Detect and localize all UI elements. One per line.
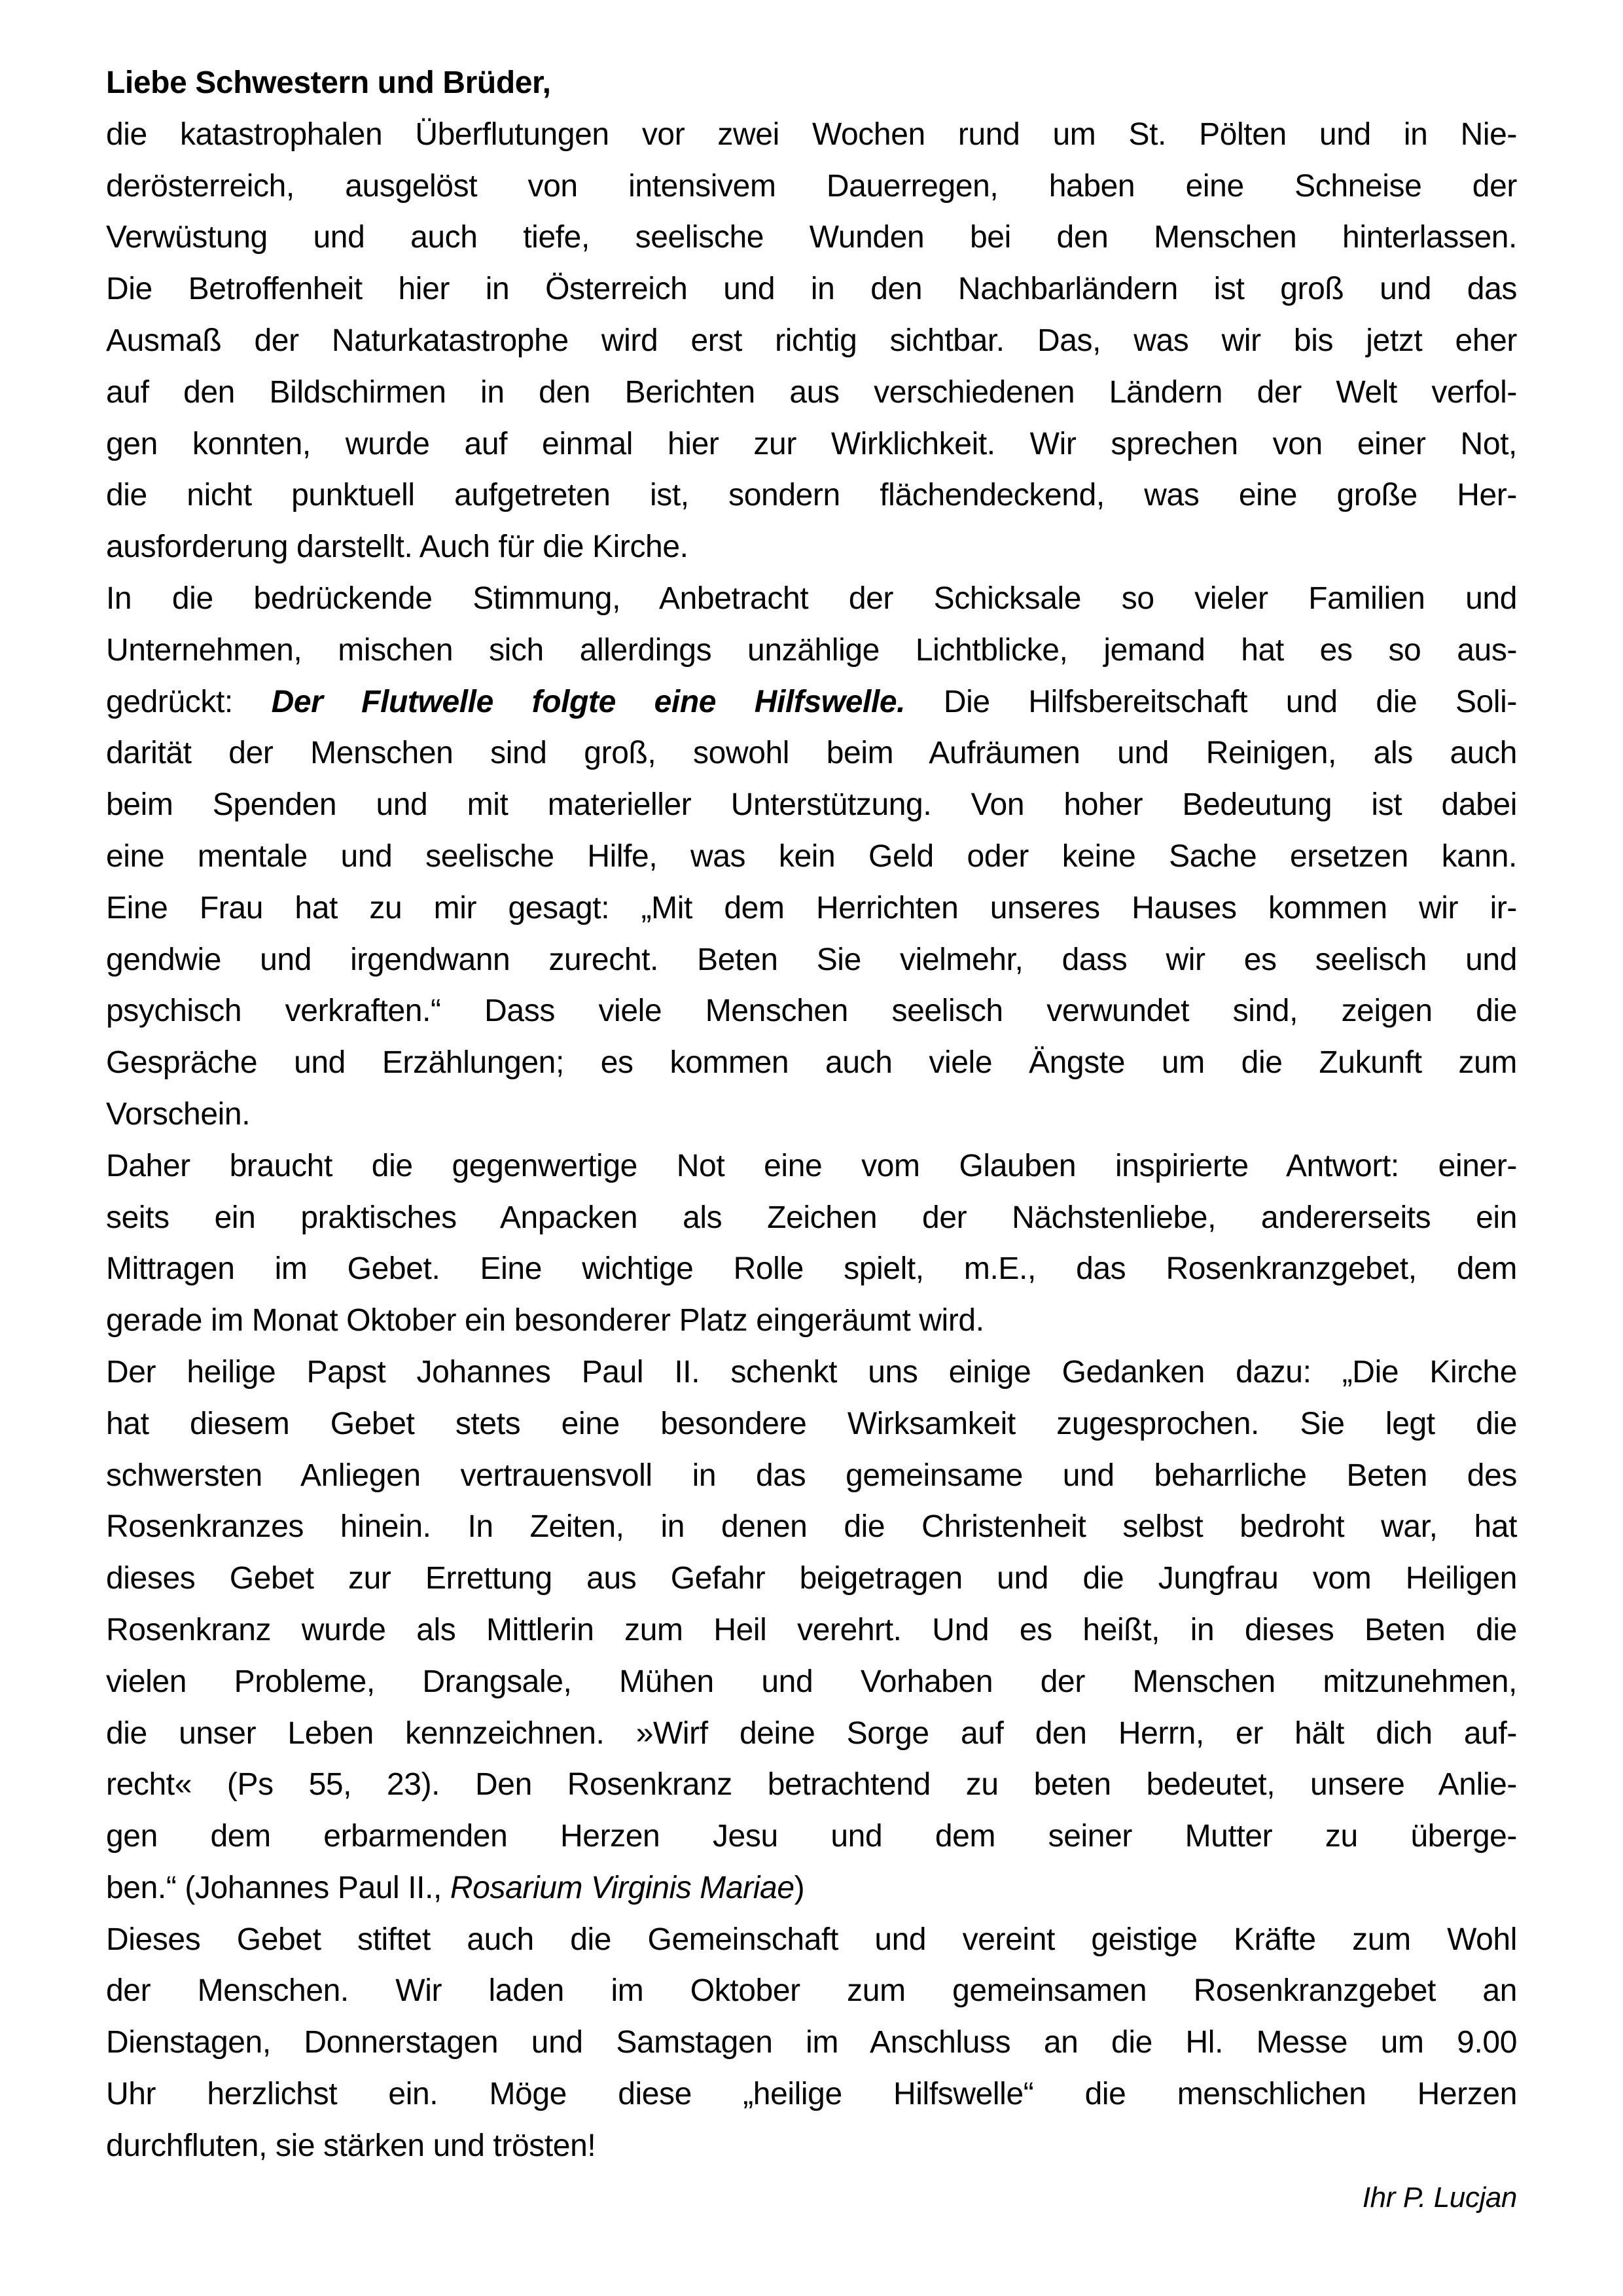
body-text: Dieses Gebet stiftet auch die Gemeinschaft und vereint geistige Kräfte zum Wohl (106, 1922, 1517, 1957)
text-line (106, 212, 1517, 264)
text-line (106, 728, 1517, 780)
body-text: Daher braucht die gegenwertige Not eine vom Glauben inspirierte Antwort: einer- (106, 1148, 1517, 1183)
text-line (106, 573, 1517, 625)
text-line (106, 1553, 1517, 1605)
body-text: gerade im Monat Oktober ein besonderer Platz eingeräumt wird. (106, 1303, 984, 1338)
emphasized-text: Der Flutwelle folgte eine Hilfswelle. (271, 684, 906, 719)
text-line (106, 2017, 1517, 2069)
salutation-heading: Liebe Schwestern und Brüder, (106, 65, 551, 100)
text-line (106, 1863, 1517, 1914)
body-text: die unser Leben kennzeichnen. »Wirf deine Sorge auf den Herrn, er hält dich auf- (106, 1715, 1517, 1751)
body-text: In die bedrückende Stimmung, Anbetracht der Schicksale so vieler Familien und (106, 581, 1517, 616)
body-text: seits ein praktisches Anpacken als Zeichen der Nächstenliebe, andererseits ein (106, 1200, 1517, 1235)
body-text: beim Spenden und mit materieller Unterstützung. Von hoher Bedeutung ist dabei (106, 787, 1517, 823)
text-line (106, 677, 1517, 728)
text-line (106, 1193, 1517, 1244)
body-text: dieses Gebet zur Errettung aus Gefahr beigetragen und die Jungfrau vom Heiligen (106, 1561, 1517, 1596)
body-text: Die Hilfsbereitschaft und die Soli- (905, 684, 1517, 719)
body-text: Rosenkranz wurde als Mittlerin zum Heil verehrt. Und es heißt, in dieses Beten die (106, 1612, 1517, 1647)
body-text: Rosenkranzes hinein. In Zeiten, in denen die Christenheit selbst bedroht war, hat (106, 1509, 1517, 1545)
text-line (106, 1244, 1517, 1295)
body-text: vielen Probleme, Drangsale, Mühen und Vorhaben der Menschen mitzunehmen, (106, 1664, 1517, 1699)
body-text: ) (794, 1870, 805, 1905)
text-line (106, 1501, 1517, 1553)
signature: Ihr P. Lucjan (1362, 2181, 1517, 2214)
text-line (106, 935, 1517, 986)
body-text: Gespräche und Erzählungen; es kommen auch viele Ängste um die Zukunft zum (106, 1045, 1517, 1081)
text-line (106, 1708, 1517, 1760)
text-line (106, 470, 1517, 522)
text-line (106, 625, 1517, 677)
body-text: hat diesem Gebet stets eine besondere Wirksamkeit zugesprochen. Sie legt die (106, 1406, 1517, 1441)
body-text: Uhr herzlichst ein. Möge diese „heilige Hilfswelle“ die menschlichen Herzen (106, 2077, 1517, 2112)
text-line (106, 1450, 1517, 1502)
body-text: durchfluten, sie stärken und trösten! (106, 2128, 596, 2163)
body-text: gen dem erbarmenden Herzen Jesu und dem seiner Mutter zu überge- (106, 1819, 1517, 1854)
text-line (106, 419, 1517, 471)
body-text: schwersten Anliegen vertrauensvoll in das gemeinsame und beharrliche Beten des (106, 1458, 1517, 1493)
paragraph (106, 1347, 1517, 1914)
body-text: gen konnten, wurde auf einmal hier zur Wirklichkeit. Wir sprechen von einer Not, (106, 426, 1517, 461)
paragraph (106, 1914, 1517, 2172)
text-line (106, 986, 1517, 1037)
body-text: auf den Bildschirmen in den Berichten aus verschiedenen Ländern der Welt verfol- (106, 374, 1517, 410)
letter-body (106, 109, 1517, 2172)
emphasized-text: Rosarium Virginis Mariae (450, 1870, 794, 1905)
body-text: Verwüstung und auch tiefe, seelische Wunden bei den Menschen hinterlassen. (106, 220, 1517, 255)
text-line (106, 1089, 1517, 1141)
text-line (106, 1347, 1517, 1399)
text-line (106, 161, 1517, 213)
text-line (106, 2121, 1517, 2172)
body-text: Der heilige Papst Johannes Paul II. schenkt uns einige Gedanken dazu: „Die Kirche (106, 1354, 1517, 1390)
body-text: eine mentale und seelische Hilfe, was kein Geld oder keine Sache ersetzen kann. (106, 838, 1517, 874)
text-line (106, 1141, 1517, 1193)
body-text: Vorschein. (106, 1096, 251, 1132)
text-line (106, 522, 1517, 573)
body-text: Ausmaß der Naturkatastrophe wird erst richtig sichtbar. Das, was wir bis jetzt eher (106, 323, 1517, 358)
text-line (106, 315, 1517, 367)
body-text: gendwie und irgendwann zurecht. Beten Sie vielmehr, dass wir es seelisch und (106, 942, 1517, 977)
body-text: Mittragen im Gebet. Eine wichtige Rolle spielt, m.E., das Rosenkranzgebet, dem (106, 1251, 1517, 1287)
body-text: derösterreich, ausgelöst von intensivem Dauerregen, haben eine Schneise der (106, 168, 1517, 204)
text-line (106, 1605, 1517, 1657)
text-line (106, 367, 1517, 419)
paragraph (106, 1141, 1517, 1347)
text-line (106, 1657, 1517, 1708)
body-text: ben.“ (Johannes Paul II., (106, 1870, 450, 1905)
text-line (106, 1811, 1517, 1863)
text-line (106, 1914, 1517, 1966)
text-line (106, 1759, 1517, 1811)
text-line (106, 2069, 1517, 2121)
body-text: die nicht punktuell aufgetreten ist, sondern flächendeckend, was eine große Her- (106, 478, 1517, 513)
body-text: psychisch verkraften.“ Dass viele Menschen seelisch verwundet sind, zeigen die (106, 994, 1517, 1029)
text-line (106, 1037, 1517, 1089)
text-line (106, 264, 1517, 315)
body-text: darität der Menschen sind groß, sowohl beim Aufräumen und Reinigen, als auch (106, 736, 1517, 771)
text-line (106, 883, 1517, 935)
text-line (106, 1399, 1517, 1450)
body-text: Dienstagen, Donnerstagen und Samstagen im Anschluss an die Hl. Messe um 9.00 (106, 2025, 1517, 2060)
body-text: Die Betroffenheit hier in Österreich und in den Nachbarländern ist groß und das (106, 272, 1517, 307)
text-line (106, 831, 1517, 883)
body-text: die katastrophalen Überflutungen vor zwei Wochen rund um St. Pölten und in Nie- (106, 117, 1517, 152)
text-line (106, 1965, 1517, 2017)
body-text: gedrückt: (106, 684, 272, 719)
body-text: Eine Frau hat zu mir gesagt: „Mit dem Herrichten unseres Hauses kommen wir ir- (106, 890, 1517, 925)
paragraph (106, 573, 1517, 1141)
body-text: ausforderung darstellt. Auch für die Kirche. (106, 529, 688, 565)
body-text: Unternehmen, mischen sich allerdings unzählige Lichtblicke, jemand hat es so aus- (106, 632, 1517, 668)
paragraph (106, 109, 1517, 573)
text-line (106, 1295, 1517, 1347)
text-line (106, 780, 1517, 831)
body-text: der Menschen. Wir laden im Oktober zum gemeinsamen Rosenkranzgebet an (106, 1973, 1517, 2009)
text-line (106, 109, 1517, 161)
body-text: recht« (Ps 55, 23). Den Rosenkranz betrachtend zu beten bedeutet, unsere Anlie- (106, 1767, 1517, 1803)
